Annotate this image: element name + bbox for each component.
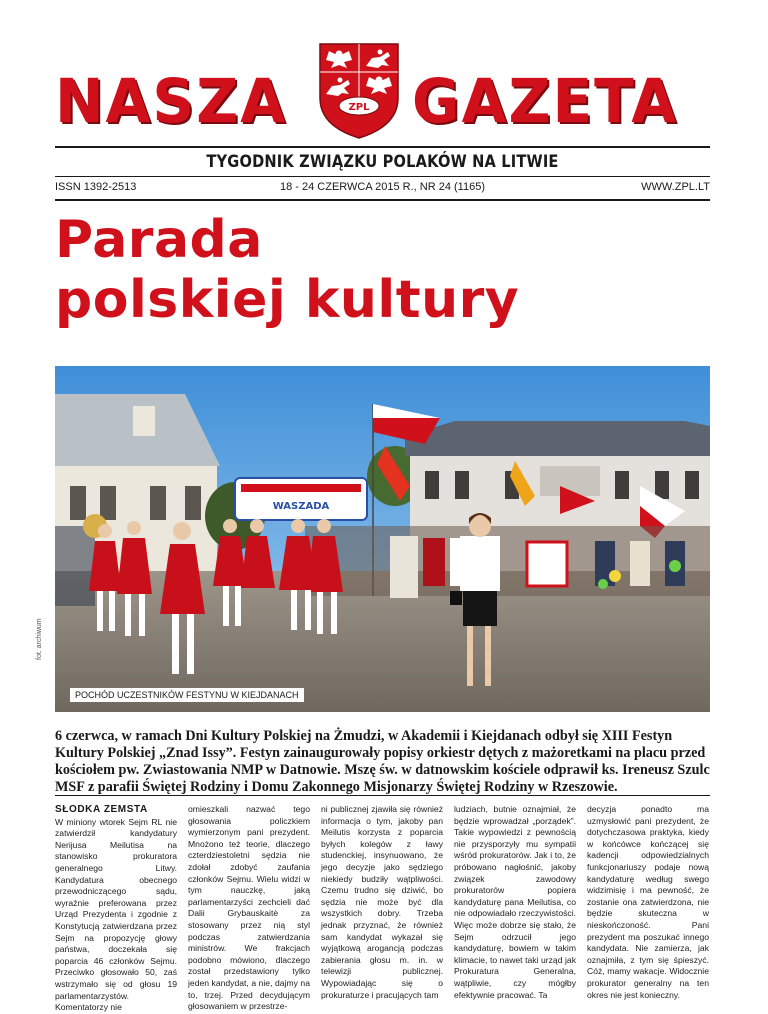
article-columns [55,795,710,1013]
article-column-1 [55,804,177,1013]
issn-number: ISSN 1392-2513 [55,181,137,193]
lead-photo [55,366,710,712]
headline-line-1: Parada [55,210,263,270]
article-column-2: omieszkali nazwać tego głosowania policzkiem wymierzonym pani prezydent. Mnożono też teorie, dlaczego czterdziestoletni sędzia nie zdołał zdobyć zaufania członków Sejmu. Wielu widzi w tym nauczkę, jaką parlamentarzyści zechcieli dać Dalii Grybauskaitė za stosowany przez nią styl podczas zatwierdzania ministrów. We frakcjach podobno mówiono, dlaczego został przedstawiony tylko jeden kandydat, a nie, dajmy na to, trzej. Przed decydującym głosowaniem w przestrze- [188,804,310,1012]
banner-text: WASZADA [272,501,330,512]
photo-caption: POCHÓD UCZESTNIKÓW FESTYNU W KIEJDANACH [70,688,304,702]
issue-info-bar [55,176,710,201]
masthead-subtitle-row [55,146,710,174]
emblem-label: ZPL [348,102,370,113]
article-column-3: ni publicznej zjawiła się również informacja o tym, jakoby pan Meilutis korzysta z poparcia byłych kolegów z ławy studenckiej, insynuowano, że jego decyzje jako sędziego niekiedy budziły wątpliwości. Czemu trudno się dziwić, bo sędzia nie może być dla wszystkich dobry. Trzeba jednak przyznać, że również sam kandydat wykazał się wyjątkową arogancją podczas zabierania głosu m. in. w telewizji publicznej. Wypowiadając się o prokuraturze i pracujących tam [321,804,443,1000]
lead-paragraph: 6 czerwca, w ramach Dni Kultury Polskiej na Żmudzi, w Akademii i Kiejdanach odbył się XIII Festyn Kultury Polskiej „Znad Issy”. Festyn zainaugurowały popisy orkiestr dętych z mażoretkami na placu przed kościołem pw. Zwiastowania NMP w Datnowie. Mszę św. w datnowskim kościele odprawił ks. Ireneusz Szulc MSF z parafii Świętej Rodziny i Domu Zakonnego Misjonarzy Świętej Rodziny w Rzeszowie. [55,728,710,795]
section-title: SŁODKA ZEMSTA [55,804,148,815]
issue-date: 18 - 24 CZERWCA 2015 R., NR 24 (1165) [279,181,485,193]
headline-line-2: polskiej kultury [55,270,520,330]
photo-credit: fot. archiwum [36,618,43,660]
article-column-1-text: W miniony wtorek Sejm RL nie zatwierdził kandydatury Nerijusa Meilutisa na stanowisko prokuratora generalnego Litwy. Kandydatura obecnego przewodniczącego sądu, wyraźnie preferowana przez Urząd Prezydenta i zgodnie z Konstytucją zatwierdzana przez Sejm na propozycję głowy państwa, doczekała się poparcia 46 członków Sejmu. Przeciwko głosowało 50, zaś wstrzymało się od głosu 19 parlamentarzystów. Komentatorzy nie [55,816,177,1013]
article-column-5: decyzja ponadto ma uzmysłowić pani prezydent, że dotychczasowa praktyka, kiedy w końcówce kończącej się kadencji odpowiedzialnych funkcjonariuszy podaje nową kandydaturę według swego widzimisię i ma pewność, że zostanie ona zatwierdzona, nie będzie skuteczna w nieskończoność. Pani prezydent ma poszukać innego kandydata. Nie zamierza, jak oznajmiła, z tym się śpieszyć. Cóż, mamy wakacje. Widocznie prokurator generalny na ten okres nie jest konieczny. [587,804,709,1000]
masthead [0,0,768,150]
coat-of-arms-icon [316,40,402,140]
masthead-title-right: GAZETA [412,65,679,137]
masthead-subtitle: TYGODNIK ZWIĄZKU POLAKÓW NA LITWIE [206,152,559,172]
headline [55,210,710,330]
article-column-4: ludziach, butnie oznajmiał, że będzie wprowadzał „porządek”. Takie wypowiedzi z pewnością nie przysporzyły mu sympatii wśród prokuratorów. Jak i to, że próbowano nagłośnić, jakoby związek zawodowy prokuratorów popiera kandydaturę pana Meilutisa, co nie odpowiadało rzeczywistości. Więc może dobrze się stało, że Sejm odrzucił jego kandydaturę, bowiem w takim klimacie, to nawet taki urząd jak Prokuratura Generalna, wątpliwie, czy mógłby efektywnie pracować. Ta [454,804,576,1000]
masthead-title-left: NASZA [55,65,288,137]
website-link[interactable]: WWW.ZPL.LT [641,181,710,193]
